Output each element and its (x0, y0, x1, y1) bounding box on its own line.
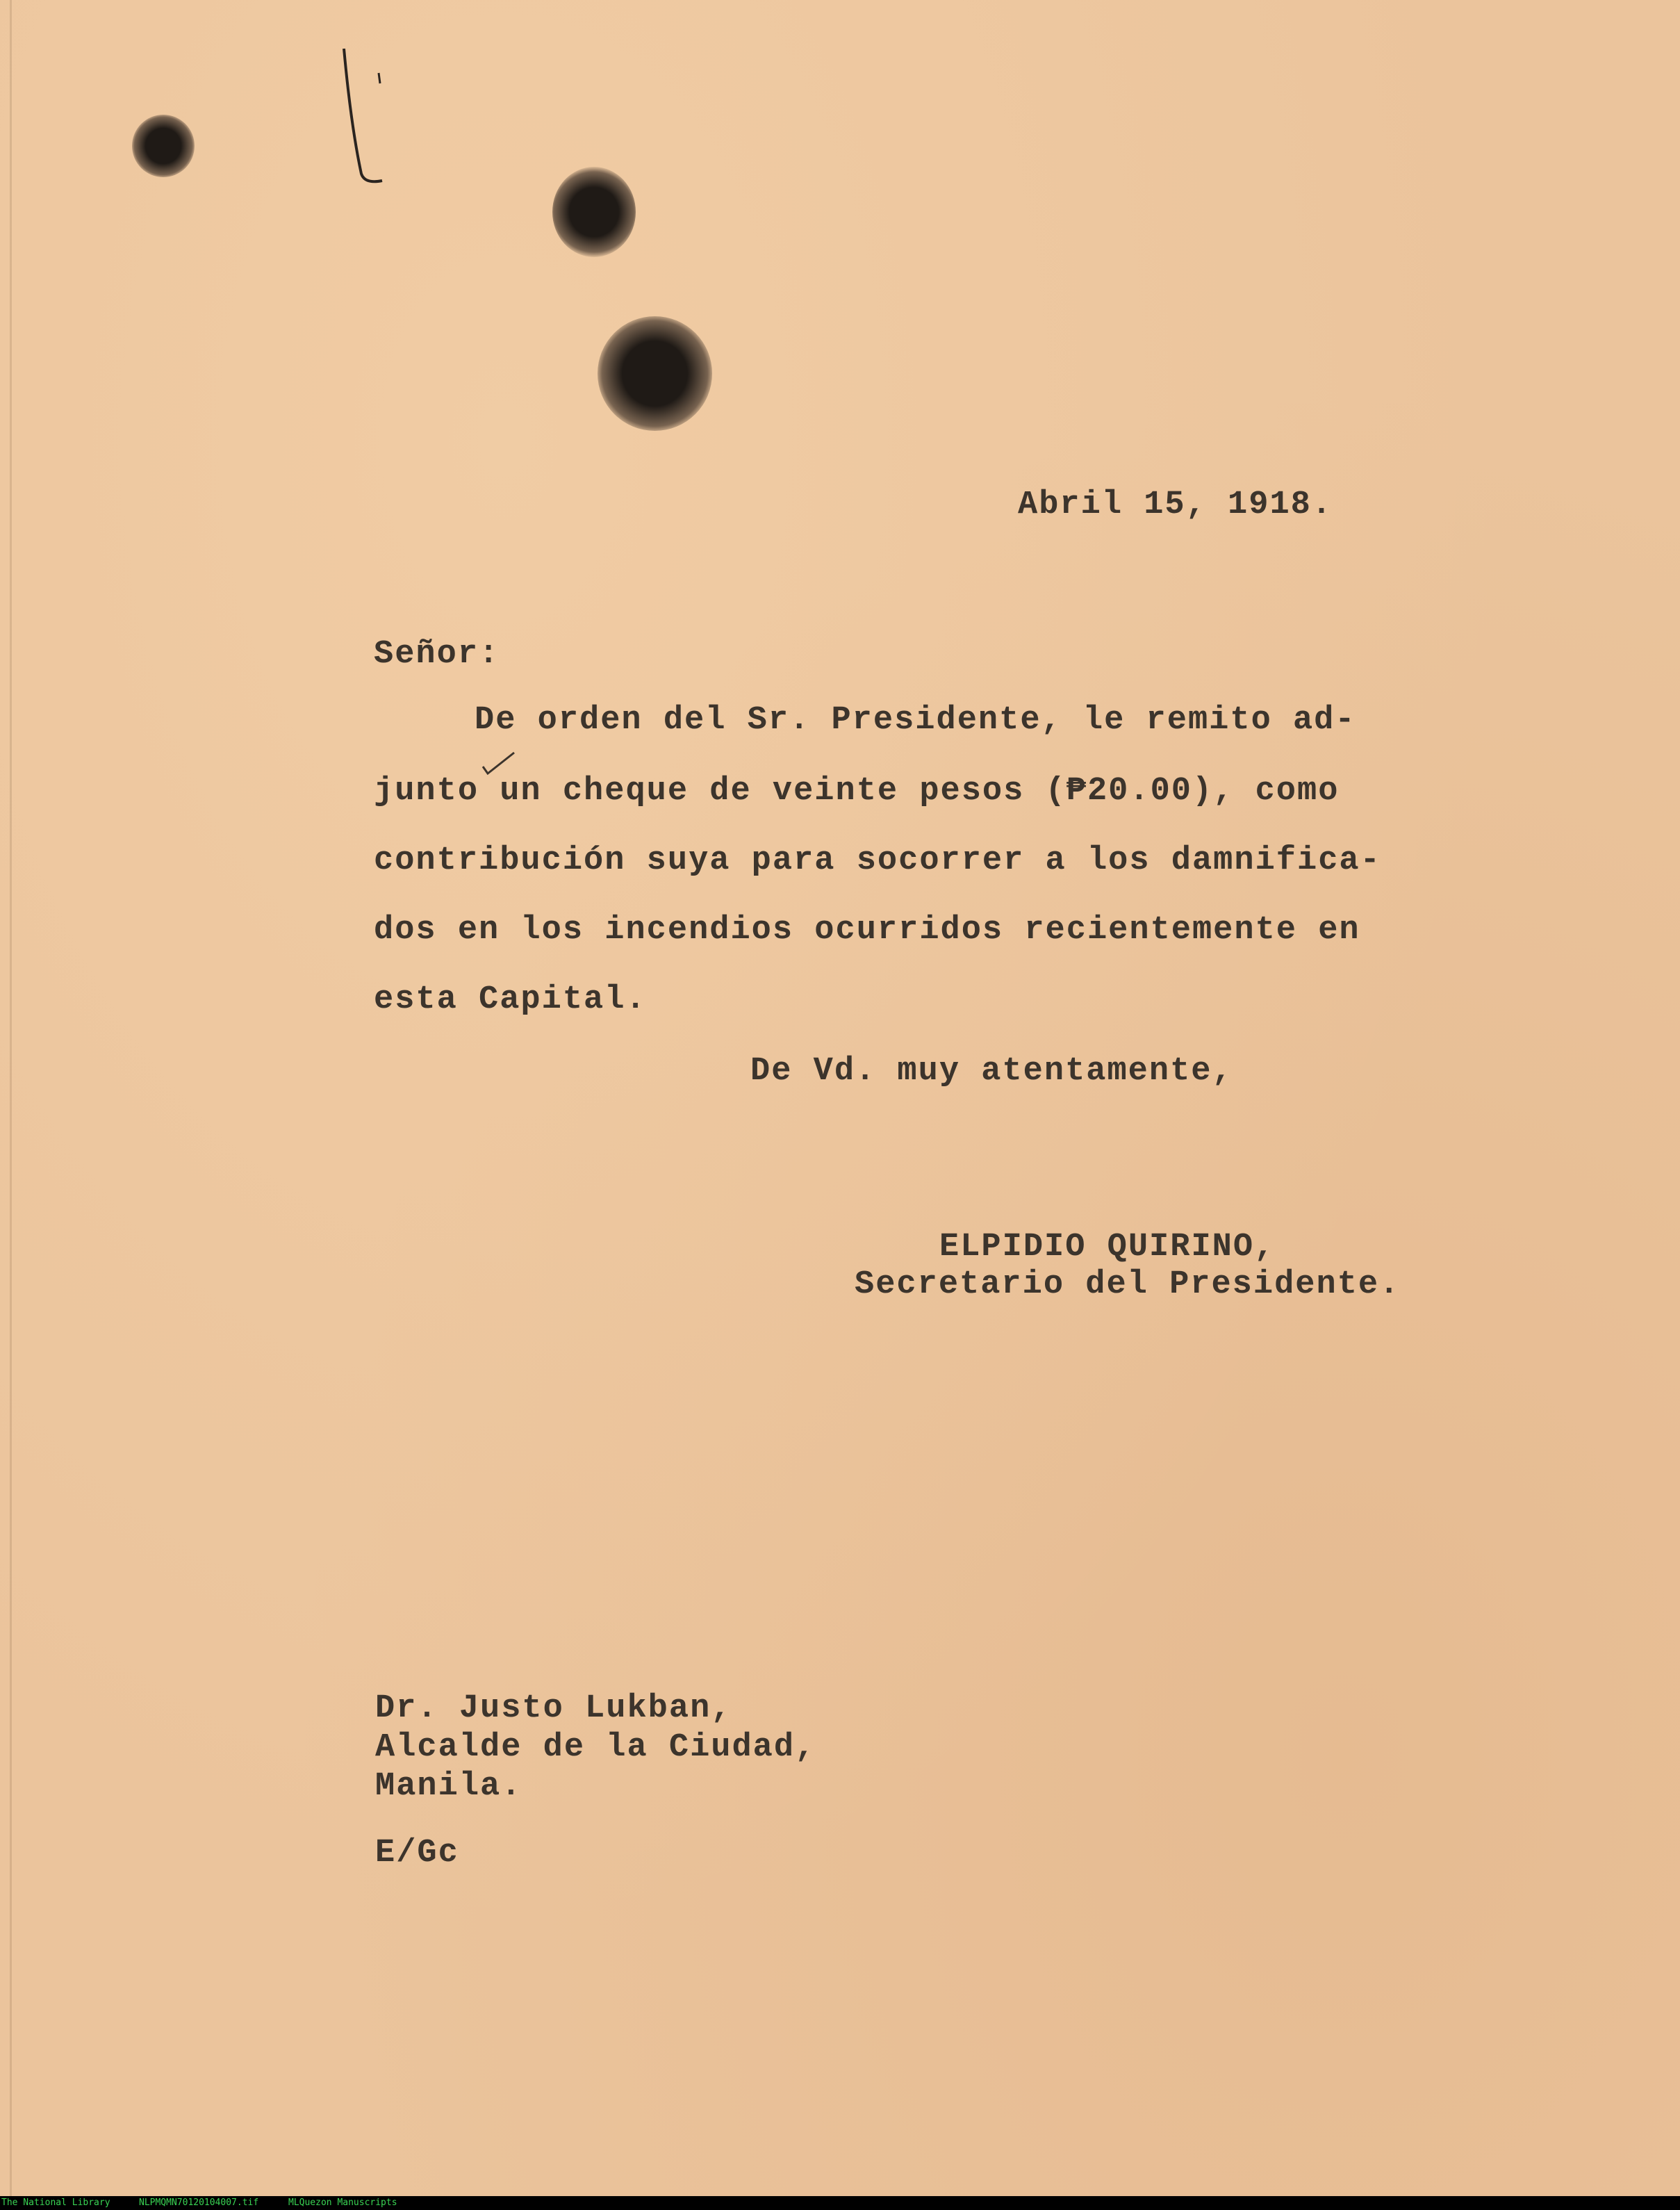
body-line: junto un cheque de veinte pesos (₱20.00), como (374, 773, 1340, 810)
scan-footer-bar (0, 2196, 1680, 2210)
page-edge (10, 0, 12, 2196)
typist-initials: E/Gc (375, 1835, 459, 1872)
punch-hole (132, 115, 195, 177)
recipient-line: Dr. Justo Lukban, (375, 1690, 732, 1727)
body-line: contribución suya para socorrer a los damnifica- (374, 842, 1381, 879)
signer-name: ELPIDIO QUIRINO, (939, 1229, 1276, 1266)
footer-filename: NLPMQMN70120104007.tif (139, 2197, 259, 2208)
pen-mark (333, 42, 396, 188)
footer-collection: MLQuezon Manuscripts (288, 2197, 397, 2208)
punch-hole (598, 316, 712, 431)
punch-hole (552, 167, 636, 257)
footer-institution: The National Library (1, 2197, 110, 2208)
body-line: De orden del Sr. Presidente, le remito ad- (475, 702, 1356, 739)
recipient-line: Manila. (375, 1768, 522, 1805)
signer-title: Secretario del Presidente. (855, 1266, 1401, 1303)
letter-date: Abril 15, 1918. (1018, 486, 1333, 523)
salutation: Señor: (374, 636, 500, 673)
check-mark (479, 749, 521, 777)
bleed-through (327, 1529, 366, 1602)
closing: De Vd. muy atentamente, (750, 1053, 1233, 1090)
recipient-line: Alcalde de la Ciudad, (375, 1729, 816, 1766)
body-line: esta Capital. (374, 981, 647, 1018)
body-line: dos en los incendios ocurridos recientemente en (374, 912, 1360, 949)
